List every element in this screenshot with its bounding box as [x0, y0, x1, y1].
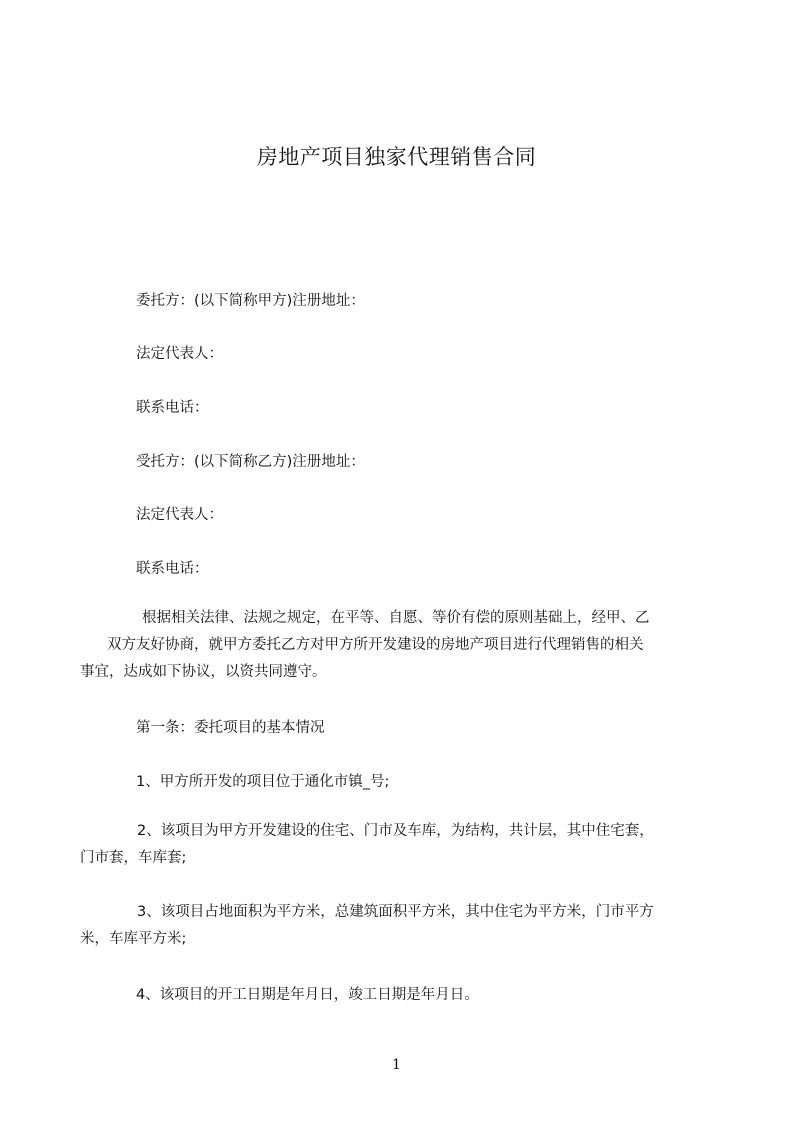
preamble-paragraph — [80, 605, 650, 686]
document-title: 房地产项目独家代理销售合同 — [256, 145, 537, 169]
clause-2-line-2: 门市套，车库套; — [80, 850, 187, 866]
clause-2 — [80, 818, 654, 872]
preamble-line-3: 事宜，达成如下协议，以资共同遵守。 — [80, 664, 327, 680]
party-b-representative: 法定代表人： — [136, 507, 223, 523]
clause-3-line-2: 米，车库平方米; — [80, 931, 187, 947]
preamble-line-1: 根据相关法律、法规之规定，在平等、自愿、等价有偿的原则基础上，经甲、乙 — [142, 610, 650, 626]
clause-2-line-1: 2、该项目为甲方开发建设的住宅、门市及车库，为结构，共计层，其中住宅套， — [137, 823, 654, 839]
clause-4: 4、该项目的开工日期是年月日，竣工日期是年月日。 — [136, 987, 479, 1003]
party-b-phone: 联系电话： — [136, 561, 209, 577]
party-a-representative: 法定代表人： — [136, 346, 223, 362]
article-1-heading: 第一条：委托项目的基本情况 — [136, 720, 325, 736]
party-b-line: 受托方：(以下简称乙方)注册地址： — [136, 454, 365, 470]
preamble-line-2: 双方友好协商，就甲方委托乙方对甲方所开发建设的房地产项目进行代理销售的相关 — [107, 637, 644, 653]
party-a-phone: 联系电话： — [136, 400, 209, 416]
clause-1: 1、甲方所开发的项目位于通化市镇_号; — [136, 774, 390, 790]
page-number: 1 — [392, 1057, 401, 1073]
party-a-line: 委托方：(以下简称甲方)注册地址： — [136, 293, 365, 309]
clause-3-line-1: 3、该项目占地面积为平方米，总建筑面积平方米，其中住宅为平方米，门市平方 — [137, 904, 654, 920]
clause-3 — [80, 899, 654, 953]
